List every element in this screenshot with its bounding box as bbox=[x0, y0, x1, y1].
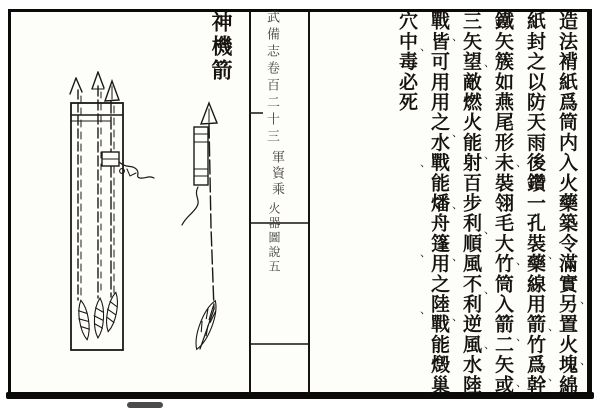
spine-subsection-label: 火器圖說五 bbox=[267, 202, 281, 275]
spine-tick bbox=[251, 343, 308, 345]
emphasis-mark: 、 bbox=[420, 157, 431, 169]
emphasis-mark: 、 bbox=[484, 149, 495, 161]
emphasis-mark: 、 bbox=[548, 321, 559, 333]
body-text-columns bbox=[386, 11, 580, 407]
emphasis-mark: 、 bbox=[420, 304, 431, 316]
emphasis-mark: 、 bbox=[580, 294, 591, 306]
arrow-shaft bbox=[209, 124, 214, 309]
fuse-line bbox=[182, 187, 198, 225]
emphasis-mark: 、 bbox=[452, 31, 463, 43]
emphasis-mark: 、 bbox=[548, 371, 559, 383]
emphasis-mark: 、 bbox=[420, 247, 431, 259]
text-column-4: 三矢望敵燃火能射百步利順風不利逆風水陸 bbox=[460, 11, 481, 395]
spine-section-label: 軍資乘 bbox=[270, 150, 285, 198]
emphasis-mark: 、 bbox=[420, 41, 431, 53]
fletching-leaf bbox=[191, 299, 221, 352]
text-column-1: 造法褙紙爲筒内入火藥築令滿實另置火塊綿 bbox=[556, 11, 577, 395]
rocket-tube-small bbox=[102, 152, 124, 173]
spine-rule-left bbox=[249, 11, 251, 393]
emphasis-mark: 、 bbox=[516, 157, 527, 169]
emphasis-mark: 、 bbox=[484, 57, 495, 69]
emphasis-mark: 、 bbox=[452, 127, 463, 139]
emphasis-mark: 、 bbox=[548, 249, 559, 261]
spine-tick bbox=[249, 112, 263, 114]
ink-smudge bbox=[127, 402, 163, 408]
emphasis-mark: 、 bbox=[452, 311, 463, 323]
fletching-leaves bbox=[76, 291, 120, 340]
emphasis-mark: 、 bbox=[516, 377, 527, 389]
spine-rule-right bbox=[308, 11, 310, 393]
emphasis-mark: 、 bbox=[484, 284, 495, 296]
text-column-5: 戰皆可用用之水戰能燔舟篷用之陸戰能燬巢 bbox=[428, 11, 449, 395]
arrow-right bbox=[105, 81, 119, 297]
emphasis-mark: 、 bbox=[516, 331, 527, 343]
emphasis-mark: 、 bbox=[580, 355, 591, 367]
arrow-middle bbox=[92, 72, 104, 298]
spine-volume-label: 武備志卷百二十三 bbox=[265, 10, 280, 146]
page-title: 神機箭 bbox=[209, 11, 233, 83]
text-column-6: 穴中毒必死 bbox=[396, 11, 417, 112]
rocket-tube bbox=[194, 127, 208, 185]
emphasis-mark: 、 bbox=[484, 224, 495, 236]
emphasis-mark: 、 bbox=[516, 255, 527, 267]
right-border bbox=[587, 9, 592, 397]
emphasis-mark: 、 bbox=[452, 251, 463, 263]
text-column-3: 鐵矢簇如燕尾形未裝翎毛大竹筒入箭二矢或 bbox=[492, 11, 513, 395]
text-column-2: 紙封之以防天雨後鑽一孔裝藥線用箭竹爲幹 bbox=[524, 11, 545, 395]
emphasis-mark: 、 bbox=[452, 199, 463, 211]
rocket-arrow-figure bbox=[173, 97, 245, 365]
emphasis-mark: 、 bbox=[484, 339, 495, 351]
